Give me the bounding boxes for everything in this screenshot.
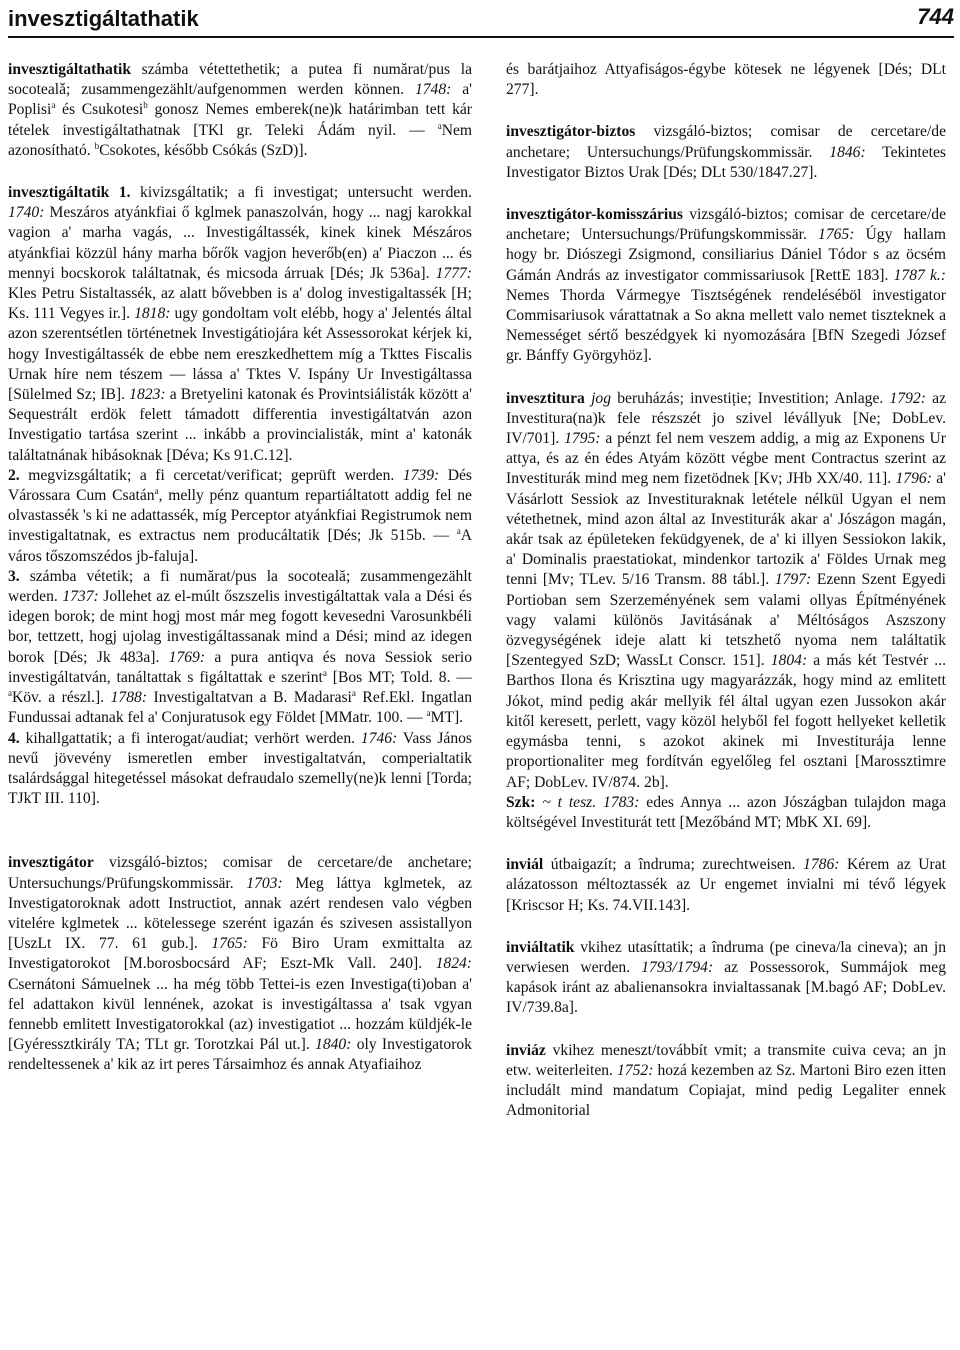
left-column — [8, 60, 472, 1089]
year: 1769: — [168, 648, 206, 666]
year: 1793/1794: — [641, 958, 714, 976]
year: 1840: — [315, 1036, 352, 1054]
sense-number: 4. — [8, 729, 20, 747]
grammar-label: jog — [591, 389, 612, 407]
entry-text: hozá kezemben az Sz. Martoni Biro ezen itten includált mind mandatum Copiajat, mind pedig Legaliter ennek Admonitorial — [506, 1061, 946, 1120]
entry-invial — [506, 855, 946, 916]
entry-text: kivizsgáltatik; a fi investigat; untersucht werden. — [130, 184, 472, 202]
lemma: inviáz — [506, 1041, 546, 1059]
compound-label: Szk: — [506, 793, 536, 811]
lemma: inviál — [506, 856, 544, 874]
entry-text: a' Vásárlott Sessiok az Investituraknak letétele nélkül Ugyan el nem vétethetnek, mind azon által az Investiturák akar a' Jószágon magán, akár tsak az épületeken feküdgyenek, de a' ki illyen Sessiokon lakik, a' Dominalis praestatiokat, mindenkor tartozik a' Földes Urnak meg tenni [Mv; TLev. 5/16 Transm. 88 tábl.]. — [506, 470, 946, 589]
year: 1818: — [134, 305, 171, 323]
year: 1796: — [895, 470, 932, 488]
entry-text: Csokotes, később Csókás (SzD)]. — [99, 141, 308, 159]
entry-text: Jollehet az el-múlt őszszelis investigáltattak vala a Dési és idegen borok; de mint hogj most már meg fogott kevesedni Varosunkbéli bor, tettzett, hogj ujolag investigáltassanak mind a Dési; mind az idegen borok [Dés; Jk 483a]. — [8, 588, 473, 666]
year: 1797: — [774, 571, 812, 589]
year: 1795: — [564, 430, 601, 448]
entry-text: Dés Várossara Cum Csatán — [8, 466, 472, 505]
lemma: invesztigátor — [8, 854, 94, 872]
entry-text: útbaigazít; a îndruma; zurechtweisen. — [543, 856, 804, 874]
entry-text: a más két Testvér ... Barthos Ilona és Krisztina ugy magyarázzák, hogy mind az emlitett Jókot, mind pedig akár mellyik fél által ugyan ezen Jussokon akár kitől keresett, perlett, vagy közöl helyből fel fogott hellyeket kelletik egymásba tenni, s azokot akinek mi Investiturája lenne proportionaliter meg fordítván egyelőleg fel osztani [Marossztimre AF; DobLev. IV/874. 2b]. — [506, 652, 946, 791]
entry-text: oly Investigatorok rendeltessenek a' kik az irt peres Társaimhoz és annak Atyafiaihoz — [8, 1036, 472, 1074]
entry-text: Nemes Thorda Vármegye Tisztségének rendeléséböl investigator Commisariusok várattatnak a So akna mellett valo nemet tiszteknek a Nemességet sértő beszédgyek ki nyomozására [BfN Szegedi József gr. Bánffy Györgyhöz]. — [506, 286, 946, 365]
footnote-mark: a — [51, 100, 56, 111]
year: 1824: — [435, 955, 472, 973]
entry-text: kihallgattatik; a fi interogat/audiat; verhört werden. — [19, 729, 361, 747]
page-header — [8, 0, 954, 40]
year: 1737: — [62, 588, 99, 606]
year: 1765: — [211, 935, 248, 953]
entry-invialtatik — [506, 938, 946, 1019]
entry-text: megvizsgáltatik; a fi cercetat/verificat; geprüft werden. — [19, 466, 403, 484]
year: 1748: — [414, 81, 452, 99]
header-rule — [8, 36, 954, 38]
footnote-mark: b — [94, 140, 100, 151]
entry-text: az Possessorok, Summájok meg kapások iránt az abalienansokra invialtassanak [M.bagó AF; DobLev. IV/739.8a]. — [506, 958, 946, 1017]
lemma: invesztigáltatik 1. — [8, 184, 131, 202]
footnote-mark: a — [322, 667, 327, 678]
footnote-mark: a — [437, 120, 442, 131]
sense-number: 3. — [8, 567, 20, 585]
year: 1787 k.: — [893, 266, 946, 284]
entry-text: Tekintetes Investigator Biztos Urak [Dés; DLt 530/1847.27]. — [506, 143, 946, 181]
footnote-mark: a — [8, 687, 12, 698]
running-head: invesztigáltathatik — [8, 6, 199, 31]
entry-text: gonosz Nemes emberek(ne)k határimban tett kár tételek investigáltathatnak [TKl gr. Teleki Ádám nyil. — — [8, 101, 473, 139]
entry-text: Nem azonosítható. — [8, 121, 472, 159]
entry-text: [Bos MT; Told. 8. — — [326, 668, 472, 686]
lemma: invesztigátor-biztos — [506, 123, 636, 141]
footnote-mark: b — [143, 100, 148, 111]
entry-text: és barátjaihoz Attyafiságos-égybe kötesek ne légyenek [Dés; DLt 277]. — [506, 61, 946, 99]
entry-text: Kérem az Urat alázatosson méltoztassék az Ur engemet invialni mi tévő légyek [Kriscsor H; Ks. 74.VII.143]. — [506, 856, 947, 914]
entry-text: és Csukotesi — [55, 101, 144, 119]
footnote-mark: a — [456, 526, 461, 537]
year: 1792: — [889, 389, 926, 407]
entry-text: vkihez meneszt/továbbít vmit; a transmite cuiva ceva; an jn etw. weiterleiten. — [506, 1041, 946, 1079]
year: 1823: — [129, 386, 166, 404]
entry-text: a' Poplisi — [8, 81, 472, 119]
entry-text: Meg láttya kglmetek, az Investigatoroknak adott Instructiot, annak azért rendesen valo végben vitelére kglmetek ... kötelessege szerént igazán és szivesen assistallyon [UszLt IX. 77. 61 gub.]. — [8, 874, 472, 953]
year: 1739: — [402, 466, 440, 484]
entry-text: Fö Biro Uram exmittalta az Investigatorokot [M.borosbocsárd AF; Eszt-Mk Vall. 240]. — [8, 935, 472, 973]
entry-text: Köv. a részl.]. — [12, 689, 111, 707]
entry-text: a pura antiqva és nova Sessiok serio investigáltatván, tanáltattak s figáltattak e szerint — [8, 648, 472, 686]
entry-invesztigator — [8, 853, 472, 1075]
footnote-mark: a — [351, 687, 356, 698]
year: 1788: — [110, 689, 148, 707]
right-column — [506, 60, 946, 1134]
entry-text: számba vétetik; a fi numărat/pus la socoteală; zusammengezählt werden. — [8, 567, 472, 606]
entry-text: ugy gondoltam volt elébb, hogy a' Jelentés által azon szerentsétlen történetnek Investigátiojára két Assessorokat kérjek ki, hogy Investigáltassék de ebbe nem ereszkedhettem míg a Tkttes Fiscalis Urnak híre nem tészem — lássa a' Tktes V. Ispány Ur Investigáltassa [Sülelmed Sz; IB]. — [8, 305, 473, 404]
year: 1783: — [603, 793, 640, 811]
entry-text: a pénzt fel nem veszem addig, a mig az Exponens Ur attya, és az én édes Atyám között végbe ment Contractus szerint az Investiturák mind meg nem fizetödnek [Kv; JHb XX/40. 11]. — [506, 430, 946, 488]
entry-text: edes Annya ... azon Jószágban tulajdon maga költségével Investiturát tett [Mezőbánd MT; MbK XI. 69]. — [506, 793, 946, 831]
entry-text: vizsgáló-biztos; comisar de cercetare/de anchetare; Untersuchungs/Prüfungskommissär. — [506, 123, 946, 161]
grammar-label: ~ t tesz. — [542, 793, 597, 811]
sense-number: 2. — [8, 466, 20, 484]
entry-text: MT]. — [430, 709, 464, 727]
footnote-mark: a — [426, 708, 431, 719]
entry-text: , melly pénz quantum repartiáltatott addig fel ne olvastassék 's ki ne adattassék, míg Perceptor atyánkfiai Registrumok nem investigaltatnak, es extractus nem producáltatik [Dés; Jk 515b. — — [8, 487, 472, 545]
entry-text: a Bretyelini katonak és Provintsiálisták között a' Sequestrált erdök felett támadott differentia investigáltatván azon Investigatio tartása szerint ... inkább a provincialisták, mint a' katonák találtatnának hibásoknak [Déva; Ks 91.C.12]. — [8, 386, 472, 464]
entry-text: Investigaltatvan a B. Madarasi — [147, 689, 352, 707]
year: 1740: — [8, 204, 45, 222]
year: 1777: — [435, 264, 472, 282]
entry-text: Ezenn Szent Egyedi Portioban sem Szerzeményének sem valami ollyas Építményének vagy valami különös Javitásának a' Méltóságos Aszszony özvegységének ideje alatt ki tetszhető nyoma nem találtatik [Szentegyed SzD; WassLt Conscr. 151]. — [506, 571, 947, 670]
entry-text: az Investitura(na)k fele részszét jo szivel lévállyuk [Ne; DobLev. IV/701]. — [506, 389, 946, 448]
year: 1786: — [803, 856, 840, 874]
entry-text: vizsgáló-biztos; comisar de cercetare/de anchetare; Untersuchungs/Prüfungskommissär. — [8, 854, 472, 892]
entry-invesztitura — [506, 389, 946, 833]
page-number: 744 — [917, 4, 954, 29]
entry-text: beruházás; investiție; Investition; Anlage. — [611, 389, 890, 407]
entry-text: Ref.Ekl. Ingatlan Fundussai adtanak fel a' Conjuratusok egy Földet [MMatr. 100. — — [8, 689, 472, 727]
lemma: invesztigátor-komisszárius — [506, 206, 683, 224]
entry-text: vizsgáló-biztos; comisar de cercetare/de anchetare; Untersuchungs/Prüfungskommissär. — [506, 206, 946, 244]
year: 1752: — [617, 1061, 654, 1079]
entry-text: Vass János nevű jövevény ismeretlen ember investigaltatván, comperialtatik tsalárdsággal hitegetéssel másokat defraudalo szemelly(ne)k lenni [Torda; TJkT III. 110]. — [8, 729, 472, 808]
entry-text — [596, 794, 603, 811]
entry-invesztigator-komisszarius — [506, 205, 946, 367]
entry-text: Kles Petru Sistaltassék, az alatt bővebben is a' dolog investigaltassék [H; Ks. 111 Vegyes ir.]. — [8, 285, 472, 323]
entry-invesztigaltathatik — [8, 60, 472, 161]
entry-text: vkihez utasíttatik; a îndruma (pe cineva/la cineva); an jn verwiesen werden. — [506, 938, 946, 976]
footnote-mark: a — [154, 485, 159, 496]
entry-inviaz — [506, 1041, 946, 1122]
lemma: invesztitura — [506, 389, 585, 407]
lemma: invesztigáltathatik — [8, 61, 132, 78]
entry-invesztigaltatik — [8, 183, 472, 809]
year: 1804: — [770, 652, 808, 670]
entry-text: Meszáros atyánkfiai ő kglmek panaszolván, hogy ... nagj karokkal vagion a' marha vagás, ... Investigáltassék, kinek kinek Mészáros atyánkfiai közzül hány marha bőrők vagjon heverőb(en) a' Piaczon ... és mennyi bocskorok találtatnak, és micsoda árruak [Dés; Jk 536a]. — [8, 204, 472, 282]
entry-text: Csernátoni Sámuelnek ... ha még több Tettei-is ezen Investiga(ti)oban a' fel adattakon kivül lennének, azokat is investigáltassa a' tsak vgyan fennebb emlitett Investigatorokkal (az) investigatiot ... hozzám küldjék-le [Gyéressztkirály TA; TLt gr. Torotzkai Pál ut.]. — [8, 975, 472, 1054]
year: 1703: — [246, 874, 283, 892]
entry-text: számba vétettethetik; a putea fi numărat/pus la socotealǎ; zusammengezählt/aufgenommen werden können. — [8, 61, 472, 99]
entry-invesztigator-biztos — [506, 122, 946, 183]
year: 1765: — [818, 226, 855, 244]
entry-continuation — [506, 60, 946, 100]
lemma: inviáltatik — [506, 938, 575, 956]
entry-text: Úgy hallam hogy br. Diószegi Zsigmond, consiliarius Dániel Tódor s az öcsém Gámán András az investigator commissariusok [RettE 183]. — [506, 226, 946, 284]
year: 1846: — [829, 143, 866, 161]
entry-text: A város tőszomszédos jb-faluja]. — [8, 527, 472, 565]
year: 1746: — [360, 729, 398, 747]
